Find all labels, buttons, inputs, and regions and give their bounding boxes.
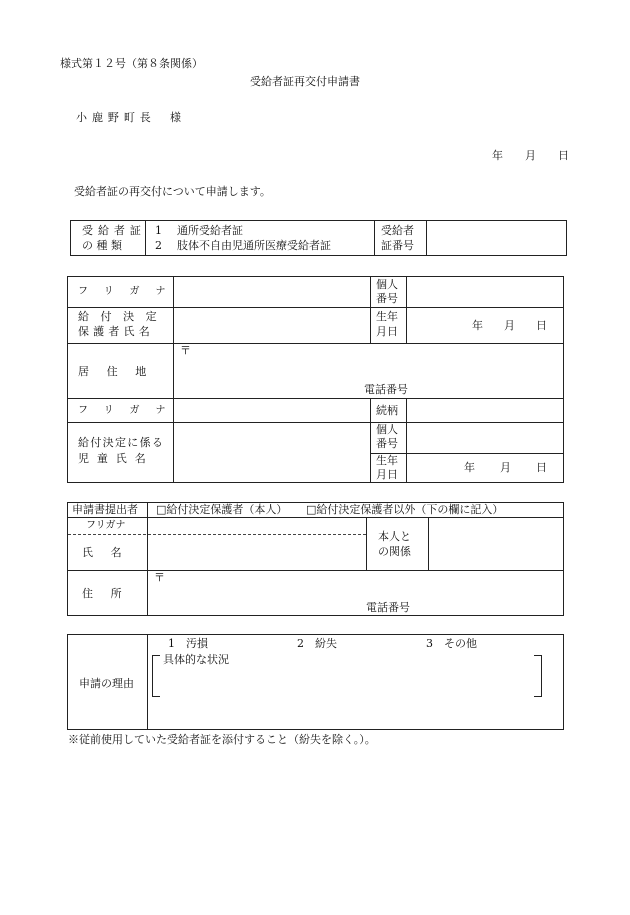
submitter-name-label: 氏名 [82,546,140,559]
option-1-number: 1 [155,224,162,237]
certificate-number-field[interactable] [429,222,564,254]
reason-option-1[interactable]: 1 汚損 [168,637,208,650]
relation-label-2: の関係 [378,545,411,558]
birth-day: 日 [536,319,547,332]
applicant-table [67,276,564,483]
certificate-type-table [70,220,567,256]
details-field[interactable] [163,667,531,695]
submitter-furigana-label: フリガナ [86,520,126,531]
relation-field[interactable] [430,518,561,569]
submitter-table [67,502,564,616]
child-personal-number-label: 個人 [376,423,398,436]
reason-option-3[interactable]: 3 その他 [426,637,477,650]
child-name-label-2: 児 童 氏 名 [78,452,148,465]
form-number: 様式第１２号（第８条関係） [60,57,203,70]
child-birth-month: 月 [500,461,511,474]
birth-label-2: 月日 [376,325,398,338]
child-birth-day: 日 [536,461,547,474]
birth-label: 生年 [376,310,398,323]
child-personal-number-field[interactable] [408,423,561,452]
date-day: 日 [558,149,569,162]
child-birth-year: 年 [464,461,475,474]
relationship-field[interactable] [408,399,561,421]
date-year: 年 [492,149,503,162]
child-birth-label: 生年 [376,454,398,467]
submitter-postal-mark: 〒 [154,571,165,584]
certificate-type-label: 受給者証 [82,224,146,237]
submitter-address-label: 住所 [82,587,140,600]
birth-month: 月 [504,319,515,332]
child-name-label: 給付決定に係る [78,436,165,449]
personal-number-label: 個人 [376,278,398,291]
child-birth-label-2: 月日 [376,468,398,481]
submitter-name-field[interactable] [149,536,364,569]
reason-option-2[interactable]: 2 紛失 [297,637,337,650]
honorific: 様 [170,111,181,124]
birth-year: 年 [472,319,483,332]
postal-mark: 〒 [180,344,191,357]
child-furigana-field[interactable] [175,399,368,421]
certificate-type-label-2: の 種 類 [82,239,122,252]
guardian-name-label: 給付決定 [78,310,169,323]
submitter-phone-label: 電話番号 [366,601,410,614]
certificate-number-label-2: 証番号 [381,239,414,252]
details-bracket-left [152,655,160,697]
child-furigana-label: フリガナ [78,405,182,416]
guardian-name-label-2: 保護者氏名 [78,325,154,338]
option-self[interactable]: □給付決定保護者（本人） [156,503,288,516]
relation-label: 本人と [378,530,411,543]
submitter-furigana-field[interactable] [149,518,364,533]
reason-table [67,634,564,730]
child-name-field[interactable] [175,423,368,481]
furigana-field[interactable] [175,278,368,306]
addressee: 小鹿野町長 [76,111,156,124]
relationship-label: 続柄 [376,404,398,417]
submitter-address-field[interactable] [149,571,561,614]
guardian-name-field[interactable] [175,308,368,342]
certificate-number-label: 受給者 [381,224,414,237]
details-label: 具体的な状況 [163,653,229,666]
personal-number-label-2: 番号 [376,292,398,305]
option-1-label: 通所受給者証 [177,224,243,237]
form-title: 受給者証再交付申請書 [250,75,360,88]
option-other[interactable]: □給付決定保護者以外（下の欄に記入） [306,503,504,516]
intro-text: 受給者証の再交付について申請します。 [74,185,271,198]
date-month: 月 [525,149,536,162]
personal-number-field[interactable] [408,278,561,306]
footnote: ※従前使用していた受給者証を添付すること（紛失を除く。）。 [68,733,376,746]
phone-label: 電話番号 [364,383,408,396]
submitter-label: 申請書提出者 [72,503,138,516]
reason-label: 申請の理由 [79,677,134,690]
details-bracket-right [534,655,542,697]
address-label: 居住地 [78,365,164,378]
option-2-label: 肢体不自由児通所医療受給者証 [177,239,331,252]
option-2-number: 2 [155,239,162,252]
furigana-label: フリガナ [78,286,182,297]
child-personal-number-label-2: 番号 [376,437,398,450]
